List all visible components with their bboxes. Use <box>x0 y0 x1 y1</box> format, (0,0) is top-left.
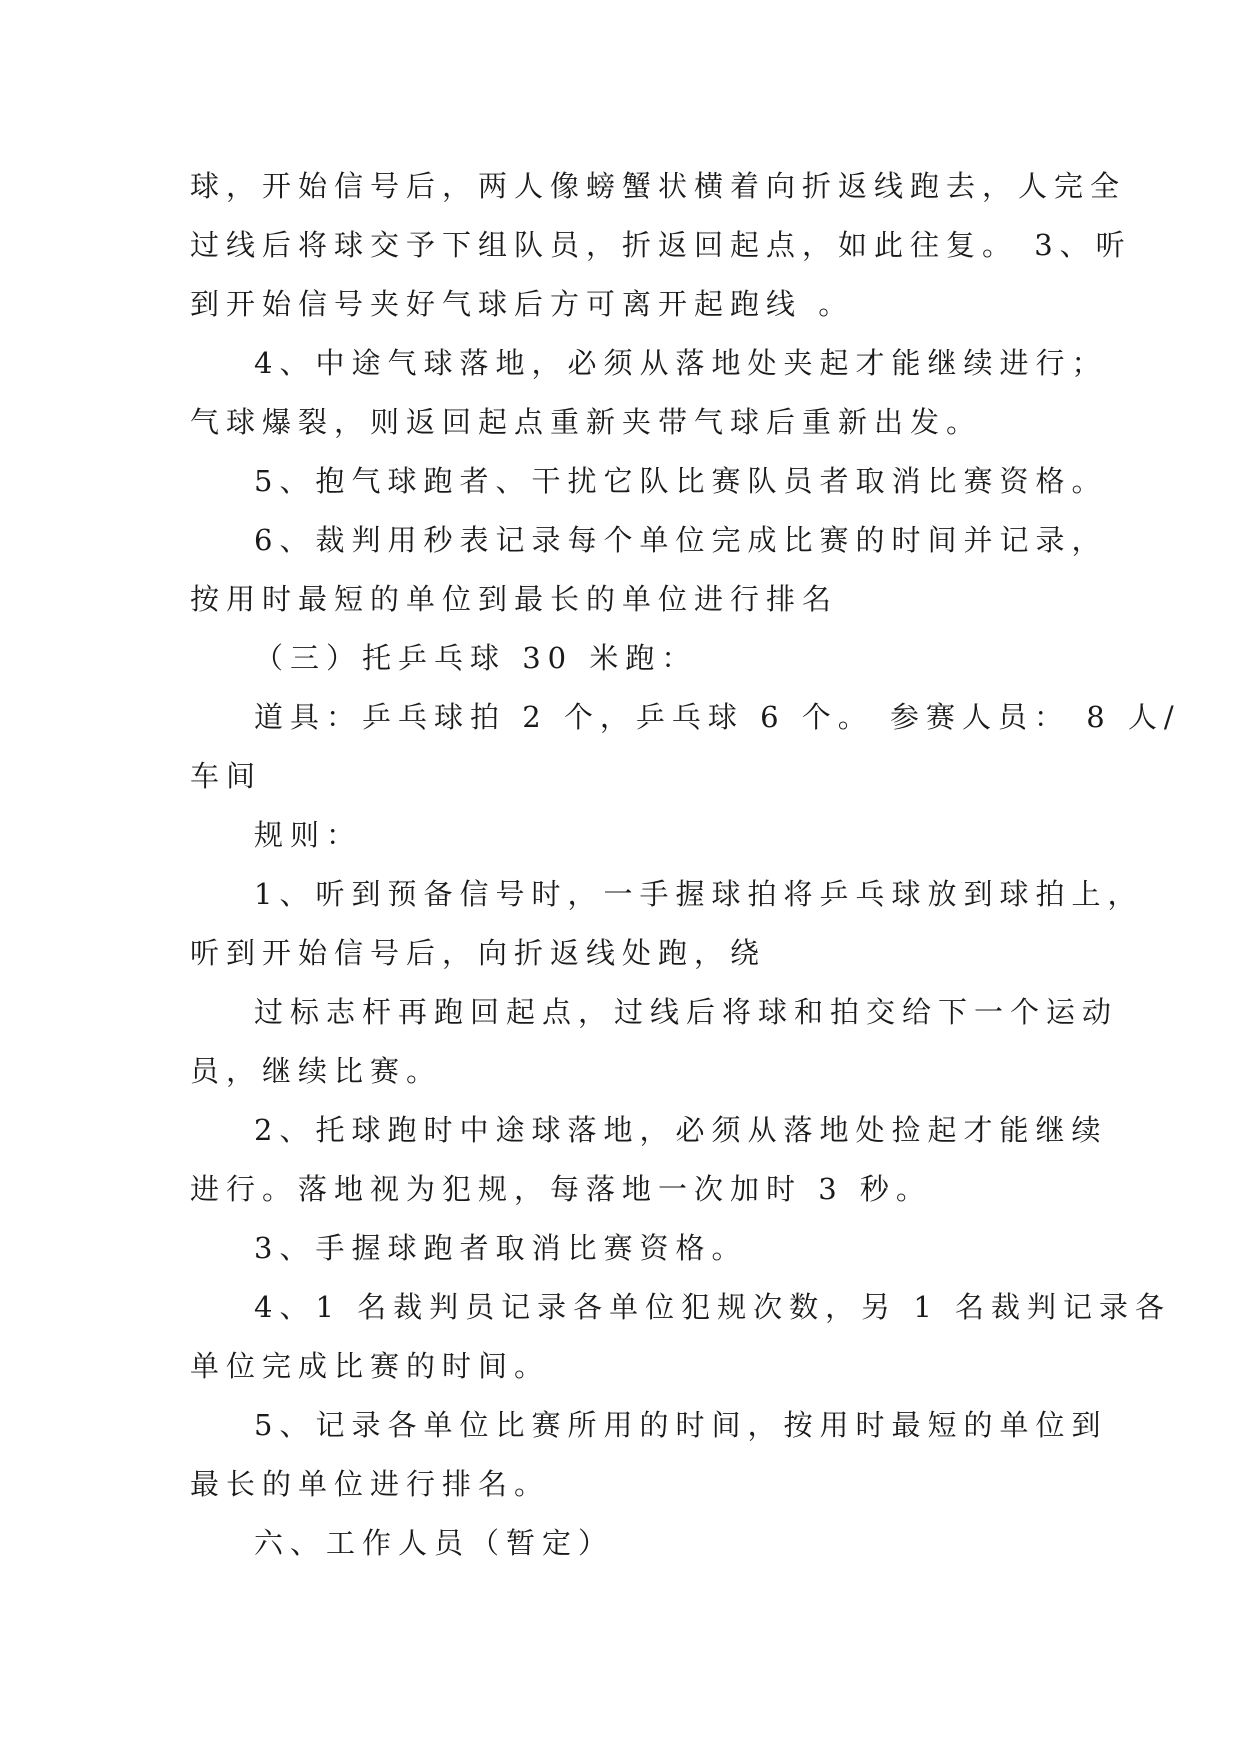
text-line: 过标志杆再跑回起点，过线后将球和拍交给下一个运动 <box>254 995 1119 1029</box>
text-line: 最长的单位进行排名。 <box>190 1467 551 1501</box>
text-line: 球，开始信号后，两人像螃蟹状横着向折返线跑去，人完全 <box>190 169 1127 203</box>
text-line: 道具：乒乓球拍 2 个，乒乓球 6 个。 参赛人员： 8 人/ <box>254 700 1181 734</box>
text-line: 车间 <box>190 759 263 793</box>
text-line: 1、听到预备信号时，一手握球拍将乒乓球放到球拍上， <box>254 877 1144 911</box>
section-heading: （三）托乒乓球 30 米跑： <box>254 641 698 675</box>
text-line: 进行。落地视为犯规，每落地一次加时 3 秒。 <box>190 1172 932 1206</box>
text-line: 单位完成比赛的时间。 <box>190 1349 551 1383</box>
text-line: 2、托球跑时中途球落地，必须从落地处捡起才能继续 <box>254 1113 1108 1147</box>
text-line: 到开始信号夹好气球后方可离开起跑线 。 <box>190 287 855 321</box>
text-line: 4、1 名裁判员记录各单位犯规次数，另 1 名裁判记录各 <box>254 1290 1172 1324</box>
text-line: 5、抱气球跑者、干扰它队比赛队员者取消比赛资格。 <box>254 464 1108 498</box>
section-heading: 六、工作人员（暂定） <box>254 1526 615 1560</box>
text-line: 过线后将球交予下组队员，折返回起点，如此往复。 3、听 <box>190 228 1132 262</box>
text-line: 5、记录各单位比赛所用的时间，按用时最短的单位到 <box>254 1408 1108 1442</box>
text-line: 听到开始信号后，向折返线处跑，绕 <box>190 936 767 970</box>
text-line: 按用时最短的单位到最长的单位进行排名 <box>190 582 839 616</box>
text-line: 3、手握球跑者取消比赛资格。 <box>254 1231 748 1265</box>
text-line: 6、裁判用秒表记录每个单位完成比赛的时间并记录， <box>254 523 1108 557</box>
text-line: 气球爆裂，则返回起点重新夹带气球后重新出发。 <box>190 405 983 439</box>
text-line: 4、中途气球落地，必须从落地处夹起才能继续进行； <box>254 346 1108 380</box>
rules-heading: 规则： <box>254 818 363 852</box>
text-line: 员，继续比赛。 <box>190 1054 443 1088</box>
